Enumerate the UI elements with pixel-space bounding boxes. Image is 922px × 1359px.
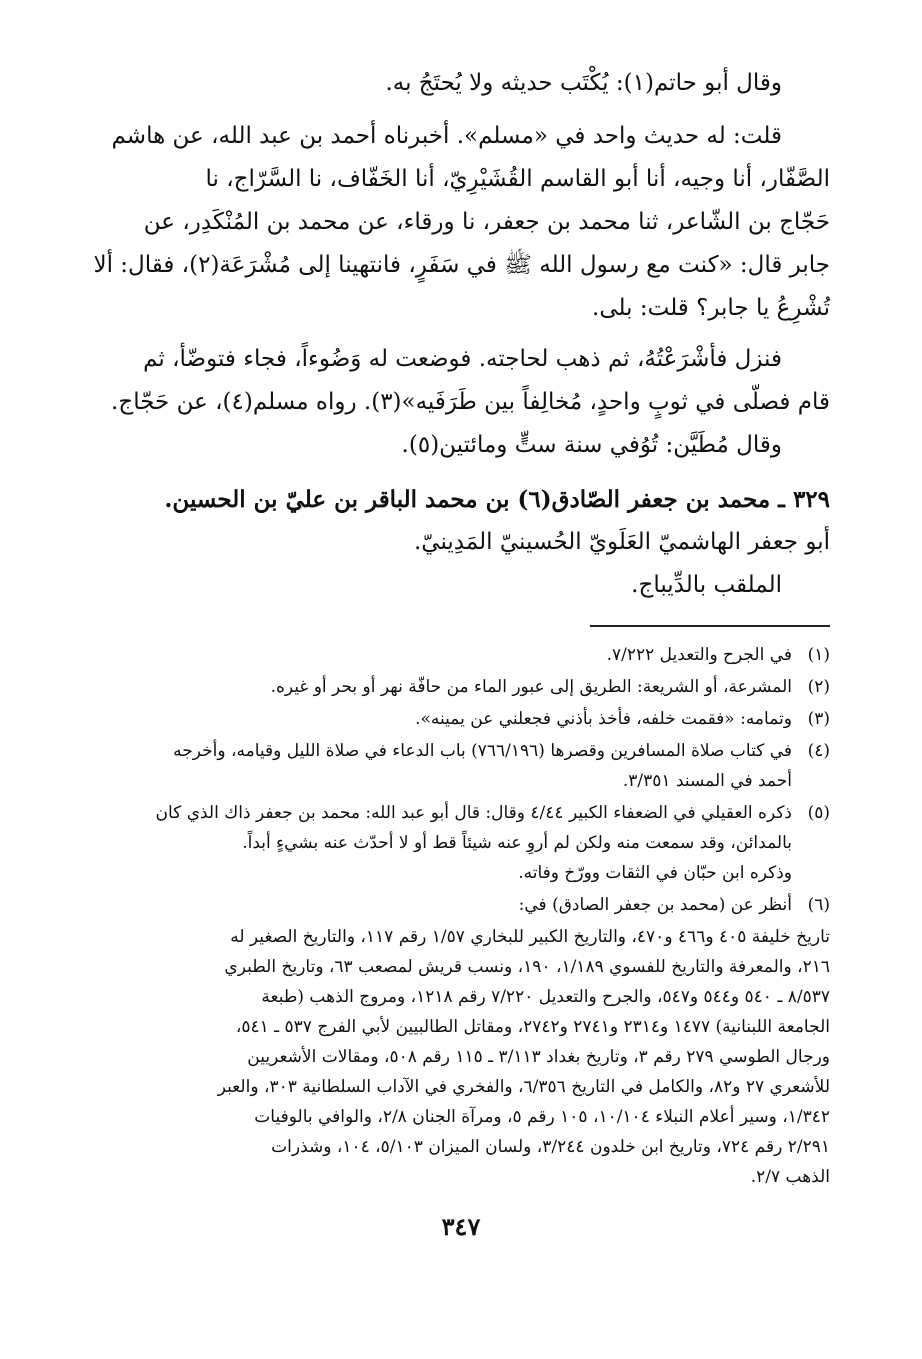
footnote-divider xyxy=(590,625,830,627)
paragraph-abu-hatim: وقال أبو حاتم(١): يُكْتَب حديثه ولا يُحتَجُ به. xyxy=(385,70,782,96)
footnote-line: للأشعري ٢٧ و٨٢، والكامل في التاريخ ٦/٣٥٦، والفخري في الآداب السلطانية ٣٠٣، والعبر xyxy=(217,1077,830,1097)
footnote-line: المشرعة، أو الشريعة: الطريق إلى عبور الماء من حافّة نهر أو بحر أو غيره. xyxy=(270,677,792,697)
body-line: فنزل فأشْرَعْتُهُ، ثم ذهب لحاجته. فوضعت له وَضُوءاً، فجاء فتوضّأ، ثم xyxy=(143,346,782,372)
body-line: قلت: له حديث واحد في «مسلم». أخبرناه أحمد بن عبد الله، عن هاشم xyxy=(111,123,782,149)
body-line: الصَّفّار، أنا وجيه، أنا أبو القاسم القُشَيْرِيّ، أنا الخَفّاف، نا السَّرّاج، نا xyxy=(205,166,830,192)
footnote-line: ١/٣٤٢، وسير أعلام النبلاء ١٠/١٠٤، ١٠٥ رقم ٥، ومرآة الجنان ٢/٨، والوافي بالوفيات xyxy=(254,1107,830,1127)
footnote-item xyxy=(86,736,830,796)
footnote-line: وتمامه: «فقمت خلفه، فأخذ بأذني فجعلني عن يمينه». xyxy=(415,709,792,729)
footnote-item xyxy=(86,798,830,888)
body-line: حَجّاج بن الشّاعر، ثنا محمد بن جعفر، نا ورقاء، عن محمد بن المُنْكَدِر، عن xyxy=(143,209,830,235)
main-text xyxy=(86,62,830,105)
footnote-number: (١) xyxy=(807,645,830,665)
footnote-item xyxy=(86,890,830,920)
body-line: وقال مُطَيَّن: تُوُفي سنة ستٍّ ومائتين(٥). xyxy=(401,432,782,458)
paragraph-hadith-block xyxy=(86,115,830,330)
footnote-line: ذكره العقيلي في الضعفاء الكبير ٤/٤٤ وقال: قال أبو عبد الله: محمد بن جعفر ذاك الذي كان xyxy=(155,803,792,823)
body-line: الملقب بالدِّيباج. xyxy=(631,572,782,598)
footnote-line: بالمدائن، وقد سمعت منه ولكن لم أروِ عنه شيئاً قط أو لا أحدّث عنه بشيءٍ أبداً. xyxy=(242,833,792,853)
footnote-number: (٢) xyxy=(807,677,830,697)
footnote-number: (٥) xyxy=(807,803,830,823)
footnote-text xyxy=(86,672,792,702)
footnote-text xyxy=(86,890,792,920)
body-line: أبو جعفر الهاشميّ العَلَويّ الحُسينيّ المَدِينيّ. xyxy=(413,529,830,555)
footnote-number: (٦) xyxy=(807,895,830,915)
footnote-text xyxy=(86,640,792,670)
footnote-continuation xyxy=(86,922,830,1192)
footnote-line: وذكره ابن حبّان في الثقات وورّخ وفاته. xyxy=(518,863,792,883)
footnote-line: تاريخ خليفة ٤٠٥ و٤٦٦ و٤٧٠، والتاريخ الكبير للبخاري ١/٥٧ رقم ١١٧، والتاريخ الصغير له xyxy=(230,927,830,947)
body-line: تُشْرِعُ يا جابر؟ قلت: بلى. xyxy=(592,295,830,321)
body-line: قام فصلّى في ثوبٍ واحدٍ، مُخالِفاً بين طَرَفَيه»(٣). رواه مسلم(٤)، عن حَجّاج. xyxy=(111,389,830,415)
footnote-line: الذهب ٢/٧. xyxy=(750,1167,830,1187)
footnote-line: أنظر عن (محمد بن جعفر الصادق) في: xyxy=(518,895,792,915)
footnote-text xyxy=(86,736,792,796)
page-number: ٣٤٧ xyxy=(441,1212,481,1241)
body-line: جابر قال: «كنت مع رسول الله ﷺ في سَفَرٍ، فانتهينا إلى مُشْرَعَة(٢)، فقال: ألا xyxy=(93,252,830,278)
footnote-line: الجامعة اللبنانية) ١٤٧٧ و٢٣١٤ و٢٧٤١ و٢٧٤٢، ومقاتل الطالبيين لأبي الفرج ٥٣٧ ـ ٥٤١، xyxy=(235,1017,830,1037)
footnote-item xyxy=(86,672,830,702)
footnote-line: في الجرح والتعديل ٧/٢٢٢. xyxy=(606,645,792,665)
footnote-line: ٢/٢٩١ رقم ٧٢٤، وتاريخ ابن خلدون ٣/٢٤٤، ولسان الميزان ٥/١٠٣، ١٠٤، وشذرات xyxy=(271,1137,830,1157)
footnote-line: في كتاب صلاة المسافرين وقصرها (٧٦٦/١٩٦) باب الدعاء في صلاة الليل وقيامه، وأخرجه xyxy=(173,741,792,761)
footnote-number: (٤) xyxy=(807,741,830,761)
entry-description xyxy=(86,521,830,607)
footnote-line: ٨/٥٣٧ ـ ٥٤٠ و٥٤٤ و٥٤٧، والجرح والتعديل ٧/٢٢٠ رقم ١٢١٨، ومروج الذهب (طبعة xyxy=(261,987,830,1007)
paragraph-narration-block xyxy=(86,338,830,467)
footnotes xyxy=(86,640,830,1192)
footnote-item xyxy=(86,640,830,670)
footnote-item xyxy=(86,704,830,734)
footnote-line: ٢١٦، والمعرفة والتاريخ للفسوي ١/١٨٩، ١٩٠، ونسب قريش لمصعب ٦٣، وتاريخ الطبري xyxy=(224,957,830,977)
entry-heading: ٣٢٩ ـ محمد بن جعفر الصّادق(٦) بن محمد الباقر بن عليّ بن الحسين. xyxy=(164,486,830,513)
footnote-text xyxy=(86,704,792,734)
footnote-number: (٣) xyxy=(807,709,830,729)
footnote-line: ورجال الطوسي ٢٧٩ رقم ٣، وتاريخ بغداد ٣/١١٣ ـ ١١٥ رقم ٥٠٨، ومقالات الأشعريين xyxy=(247,1047,830,1067)
footnote-text xyxy=(86,798,792,888)
footnote-line: أحمد في المسند ٣/٣٥١. xyxy=(622,771,792,791)
